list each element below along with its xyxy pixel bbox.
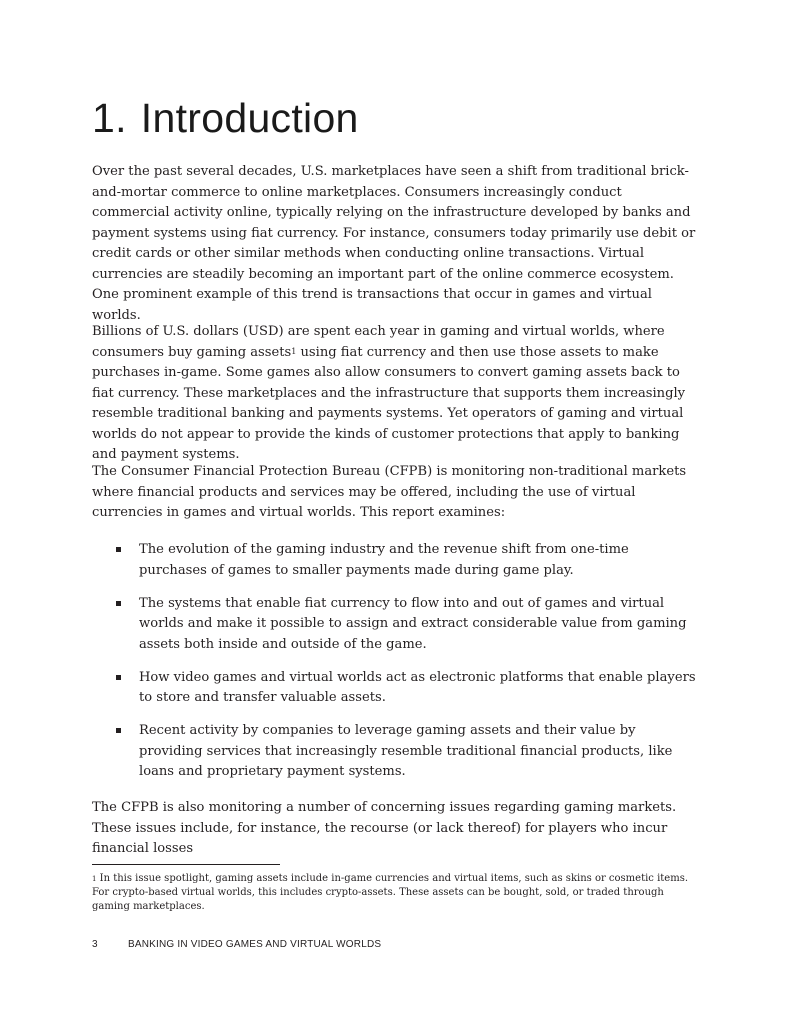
footnote-reference[interactable]: 1	[291, 346, 297, 356]
paragraph-3	[92, 462, 697, 524]
footnote	[92, 872, 697, 914]
page-number: 3	[92, 939, 98, 950]
paragraph-2	[92, 322, 697, 466]
bullet-icon	[116, 675, 121, 680]
list-item	[92, 594, 697, 656]
list-item-text: The systems that enable fiat currency to flow into and out of games and virtual worlds and make it possible to assign and extract considerable value from gaming assets both inside and outside of the game.	[139, 595, 687, 652]
paragraph-4	[92, 798, 697, 860]
list-item	[92, 721, 697, 783]
paragraph-text-after: using fiat currency and then use those assets to make purchases in-game. Some games also allow consumers to convert gaming assets back to fiat currency. These marketplaces and the infrastructure that supports them increasingly resemble traditional banking and payments systems. Yet operators of gaming and virtual worlds do not appear to provide the kinds of customer protections that apply to banking and payment systems.	[92, 344, 686, 462]
paragraph-text-before: Billions of U.S. dollars (USD) are spent each year in gaming and virtual worlds, where consumers buy gaming assets	[92, 324, 665, 360]
examination-list	[92, 540, 697, 795]
footnote-text: In this issue spotlight, gaming assets include in-game currencies and virtual items, such as skins or cosmetic items. For crypto-based virtual worlds, this includes crypto-assets. These assets can be bought, sold, or traded through gaming marketplaces.	[92, 873, 689, 912]
section-heading	[92, 92, 359, 144]
page-footer	[92, 939, 381, 950]
section-number: 1.	[92, 95, 127, 141]
footnote-number: 1	[92, 875, 97, 883]
bullet-icon	[116, 547, 121, 552]
section-title: Introduction	[140, 95, 359, 141]
paragraph-text: The CFPB is also monitoring a number of concerning issues regarding gaming markets. These issues include, for instance, the recourse (or lack thereof) for players who incur financial losses	[92, 800, 677, 856]
bullet-icon	[116, 728, 121, 733]
list-item-text: Recent activity by companies to leverage gaming assets and their value by providing services that increasingly resemble traditional financial products, like loans and proprietary payment systems.	[139, 723, 673, 779]
bullet-icon	[116, 601, 121, 606]
footnote-divider	[92, 864, 280, 865]
paragraph-text: The Consumer Financial Protection Bureau (CFPB) is monitoring non-traditional markets where financial products and services may be offered, including the use of virtual currencies in games and virtual worlds. This report examines:	[92, 464, 687, 520]
running-title: BANKING IN VIDEO GAMES AND VIRTUAL WORLDS	[128, 939, 382, 950]
list-item	[92, 668, 697, 709]
paragraph-text	[92, 322, 697, 466]
list-item-text: The evolution of the gaming industry and the revenue shift from one-time purchases of games to smaller payments made during game play.	[139, 542, 629, 578]
paragraph-1	[92, 162, 697, 326]
paragraph-text: Over the past several decades, U.S. marketplaces have seen a shift from traditional brick-and-mortar commerce to online marketplaces. Consumers increasingly conduct commercial activity online, typically relying on the infrastructure developed by banks and payment systems using fiat currency. For instance, consumers today primarily use debit or credit cards or other similar methods when conducting online transactions. Virtual currencies are steadily becoming an important part of the online commerce ecosystem. One prominent example of this trend is transactions that occur in games and virtual worlds.	[92, 164, 696, 323]
list-item-text: How video games and virtual worlds act as electronic platforms that enable players to store and transfer valuable assets.	[139, 669, 696, 705]
list-item	[92, 540, 697, 581]
